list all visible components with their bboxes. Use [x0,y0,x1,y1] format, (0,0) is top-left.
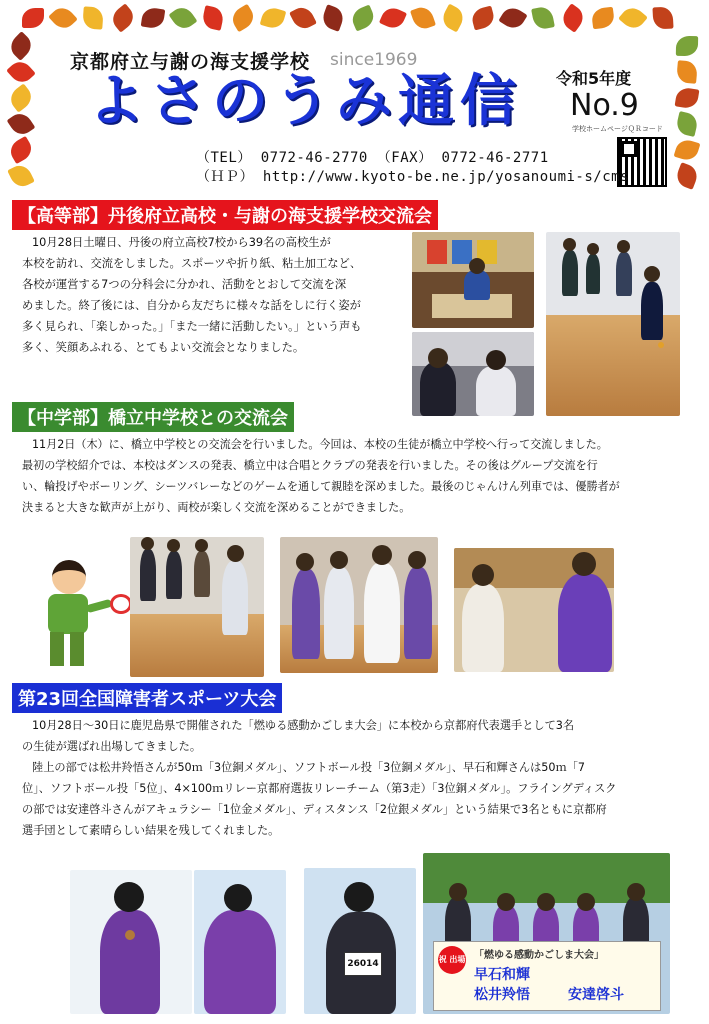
leaf-icon [498,4,527,33]
issue-number: No.9 [570,88,639,123]
leaf-icon [676,36,698,56]
leaf-icon [6,31,36,61]
leaf-icon [439,4,467,33]
leaf-icon [320,4,346,32]
leaf-icon [6,83,36,112]
race-bib: 26014 [344,952,382,976]
leaf-icon [108,3,138,32]
contact-tel-fax: （TEL） 0772-46-2770 （FAX） 0772-46-2771 [196,150,549,166]
banner-name-3: 安達啓斗 [568,987,624,1003]
ring-toss-illustration [40,560,130,670]
section-title-high-school: 【高等部】丹後府立高校・与謝の海支援学校交流会 [12,200,438,230]
leaf-icon [6,136,35,164]
photo-athlete-one [70,870,192,1014]
leaf-icon [201,5,225,31]
photo-clay-workshop [412,232,534,328]
section-body-sports-meet: 10月28日～30日に鹿児島県で開催された「燃ゆる感動かごしま大会」に本校から京都府代表選手として3名 の生徒が選ばれ出場してきました。 陸上の部では松井羚悟さんが50ｍ「3位銅メダル」、ソフトボール投「3位銅メダル」、早石和輝さんは50ｍ「7 位」、ソフトボール投「5位」、4×100ｍリレー京都府選抜リレーチーム（第3走）「3位銅メダル」。フライングディスク の部では安達啓斗さんがアキュラシー「1位金メダル」、ディスタンス「2位銀メダル」という結果で3名ともに京都府 選手団として素晴らしい結果を残してくれました。 [22,719,617,837]
qr-label: 学校ホームページＱＲコード [572,125,663,133]
leaf-icon [6,57,36,87]
fiscal-year: 令和5年度 [556,69,632,88]
banner-event: 「燃ゆる感動かごしま大会」 [474,950,604,961]
since-label: since1969 [330,50,418,70]
photo-athlete-three [304,868,416,1014]
leaf-icon [591,7,615,30]
leaf-icon [558,3,587,33]
leaf-icon [531,5,555,30]
leaf-icon [675,111,699,137]
section-title-junior-high: 【中学部】橋立中学校との交流会 [12,402,294,432]
photo-team-banner [423,853,670,1014]
leaf-icon [22,8,44,28]
photo-ring-toss-game [130,537,264,677]
leaf-icon [410,4,436,31]
celebration-banner [433,941,661,1011]
leaf-icon [470,5,496,30]
section-title-sports-meet: 第23回全国障害者スポーツ大会 [12,683,282,713]
leaf-icon [260,5,287,30]
leaf-icon [7,109,36,138]
section-body-high-school: 10月28日土曜日、丹後の府立高校7校から39名の高校生が 本校を訪れ、交流をしました。スポーツや折り紙、粘土加工など、 各校が運営する7つの分科会に分かれ、活動をとおして交流を深 めました。終了後には、自分から友だちに様々な話をしに行く姿が 多く見られ、「楽しかった。」「また一緒に活動したい。」という声も 多く、笑顔あふれる、とてもよい交流会となりました。 [22,236,362,354]
leaf-icon [618,3,648,32]
leaf-icon [48,3,78,33]
banner-name-2: 松井羚悟 [474,987,530,1003]
leaf-icon [168,3,197,32]
leaf-icon [228,4,257,32]
school-name: 京都府立与謝の海支援学校 [70,51,311,73]
leaf-icon [379,4,407,31]
leaf-icon [289,4,317,33]
leaf-icon [349,4,377,31]
leaf-icon [675,86,700,109]
banner-name-1: 早石和輝 [474,967,530,983]
photo-bowling-exchange [454,548,614,672]
leaf-icon [141,7,166,30]
leaf-icon [674,162,701,190]
leaf-icon [674,137,701,163]
banner-badge: 祝 出場 [438,946,466,974]
leaf-icon [652,6,673,29]
section-body-junior-high: 11月2日（木）に、橋立中学校との交流会を行いました。今回は、本校の生徒が橋立中学校へ行って交流しました。 最初の学校紹介では、本校はダンスの発表、橋立中は合唱とクラブの発表を行いました。その後はグループ交流を行 い、輪投げやボーリング、シーツバレーなどのゲームを通して親睦を深めました。最後のじゃんけん列車では、優勝者が 決まると大きな歓声が上がり、両校が楽しく交流を深めることができました。 [22,438,620,514]
leaf-icon [676,60,698,84]
photo-students-talking [412,332,534,416]
photo-athlete-two [194,870,286,1014]
photo-group-exchange [280,537,438,673]
contact-homepage[interactable]: （ＨＰ） http://www.kyoto-be.ne.jp/yosanoumi-s/cms [196,169,630,185]
leaf-icon [82,6,103,29]
leaf-icon [7,162,35,191]
photo-bowling-gym [546,232,680,416]
newsletter-title: よさのうみ通信 [88,69,522,134]
